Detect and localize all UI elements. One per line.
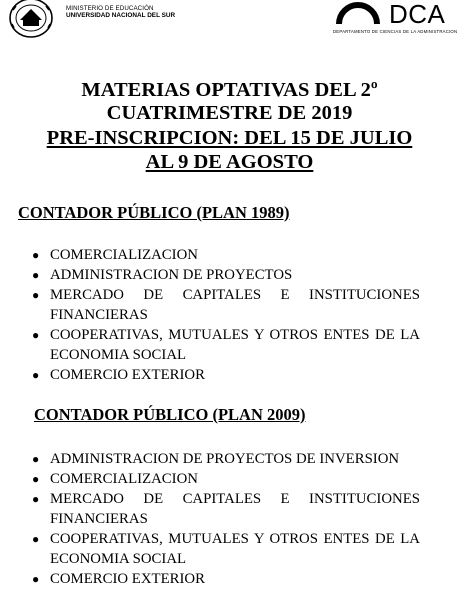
bullet-icon: ● [32, 288, 40, 302]
dca-subtitle: DEPARTAMENTO DE CIENCIAS DE LA ADMINISTRACION [333, 29, 458, 34]
letterhead [0, 0, 459, 46]
bullet-icon: ● [32, 368, 40, 382]
bullet-icon: ● [32, 452, 40, 466]
course-name: COMERCIO EXTERIOR [50, 571, 205, 587]
ministry-block [66, 5, 175, 19]
section-heading-plan-2009: CONTADOR PÚBLICO (PLAN 2009) [34, 405, 306, 424]
course-name: MERCADO DE CAPITALES E INSTITUCIONES FINANCIERAS [50, 491, 420, 527]
university-seal-icon [8, 0, 54, 40]
course-name: COOPERATIVAS, MUTUALES Y OTROS ENTES DE LA ECONOMIA SOCIAL [50, 531, 420, 567]
course-list-plan-1989 [32, 245, 420, 385]
dca-arc-icon [333, 0, 383, 26]
course-name: ADMINISTRACION DE PROYECTOS DE INVERSION [50, 451, 400, 467]
list-item [32, 529, 420, 569]
list-item [32, 489, 420, 529]
dca-wordmark: DCA [389, 0, 446, 29]
list-item [32, 365, 420, 385]
bullet-icon: ● [32, 572, 40, 586]
university-name: UNIVERSIDAD NACIONAL DEL SUR [66, 12, 176, 20]
bullet-icon: ● [32, 248, 40, 262]
list-item [32, 469, 420, 489]
section-heading-plan-1989: CONTADOR PÚBLICO (PLAN 1989) [18, 203, 290, 222]
list-item [32, 325, 420, 365]
list-item [32, 569, 420, 589]
title-line-4: AL 9 DE AGOSTO [145, 151, 314, 173]
bullet-icon: ● [32, 472, 40, 486]
course-list-plan-2009 [32, 449, 420, 589]
bullet-icon: ● [32, 532, 40, 546]
dca-logo [333, 0, 458, 44]
list-item [32, 449, 420, 469]
ministry-name: MINISTERIO DE EDUCACIÓN [66, 5, 154, 12]
list-item [32, 285, 420, 325]
course-name: ADMINISTRACION DE PROYECTOS [50, 267, 293, 283]
list-item [32, 245, 420, 265]
course-name: COMERCIALIZACION [50, 247, 198, 263]
title-line-2: CUATRIMESTRE DE 2019 [106, 102, 353, 124]
bullet-icon: ● [32, 268, 40, 282]
title-line-1: MATERIAS OPTATIVAS DEL 2º [81, 79, 378, 101]
bullet-icon: ● [32, 328, 40, 342]
course-name: COOPERATIVAS, MUTUALES Y OTROS ENTES DE LA ECONOMIA SOCIAL [50, 327, 420, 363]
course-name: MERCADO DE CAPITALES E INSTITUCIONES FINANCIERAS [50, 287, 420, 323]
course-name: COMERCIALIZACION [50, 471, 198, 487]
course-name: COMERCIO EXTERIOR [50, 367, 205, 383]
list-item [32, 265, 420, 285]
title-line-3: PRE-INSCRIPCION: DEL 15 DE JULIO [46, 127, 413, 149]
bullet-icon: ● [32, 492, 40, 506]
